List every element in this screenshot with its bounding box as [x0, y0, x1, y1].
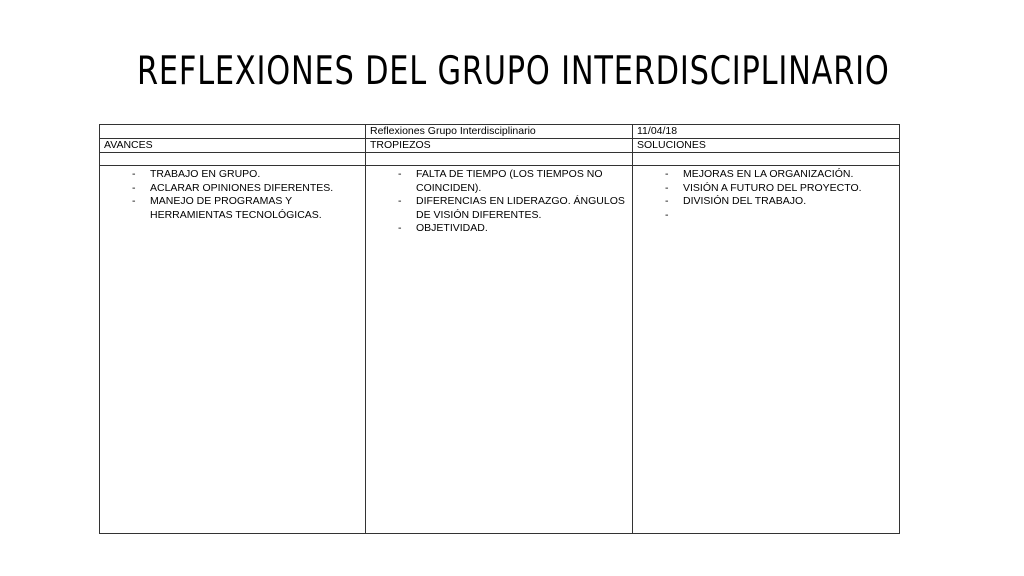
avances-cell — [100, 166, 366, 534]
tropiezos-cell — [366, 166, 633, 534]
list-item: - DIVISIÓN DEL TRABAJO. — [683, 195, 895, 209]
list-item: - MANEJO DE PROGRAMAS Y HERRAMIENTAS TECNOLÓGICAS. — [150, 195, 361, 222]
avances-list — [104, 168, 361, 222]
tropiezos-list — [370, 168, 628, 236]
table-header-row — [100, 125, 900, 139]
column-label-tropiezos: TROPIEZOS — [366, 139, 633, 153]
blank-cell — [366, 153, 633, 166]
list-item: - MEJORAS EN LA ORGANIZACIÓN. — [683, 168, 895, 182]
blank-cell — [100, 153, 366, 166]
header-cell-empty — [100, 125, 366, 139]
content-row — [100, 166, 900, 534]
list-item — [683, 209, 895, 223]
header-cell-date: 11/04/18 — [633, 125, 900, 139]
header-cell-title: Reflexiones Grupo Interdisciplinario — [366, 125, 633, 139]
column-label-row — [100, 139, 900, 153]
list-item: - ACLARAR OPINIONES DIFERENTES. — [150, 182, 361, 196]
list-item: - TRABAJO EN GRUPO. — [150, 168, 361, 182]
list-item: - FALTA DE TIEMPO (LOS TIEMPOS NO COINCIDEN). — [416, 168, 628, 195]
list-item: - DIFERENCIAS EN LIDERAZGO. ÁNGULOS DE VISIÓN DIFERENTES. — [416, 195, 628, 222]
list-item: - OBJETIVIDAD. — [416, 222, 628, 236]
list-item: - VISIÓN A FUTURO DEL PROYECTO. — [683, 182, 895, 196]
column-label-avances: AVANCES — [100, 139, 366, 153]
blank-row — [100, 153, 900, 166]
soluciones-cell — [633, 166, 900, 534]
blank-cell — [633, 153, 900, 166]
column-label-soluciones: SOLUCIONES — [633, 139, 900, 153]
soluciones-list — [637, 168, 895, 222]
slide-title: REFLEXIONES DEL GRUPO INTERDISCIPLINARIO — [137, 49, 890, 94]
reflection-table — [99, 124, 900, 534]
